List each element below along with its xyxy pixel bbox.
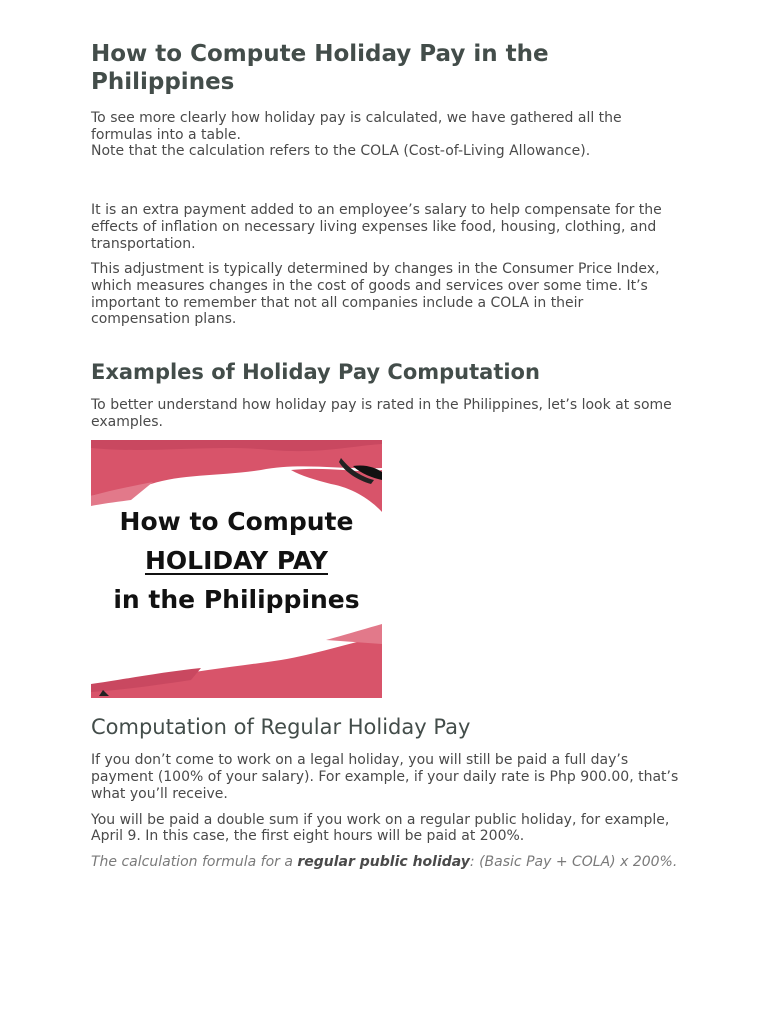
hero-line-3: in the Philippines (113, 585, 360, 615)
examples-heading: Examples of Holiday Pay Computation (91, 360, 540, 385)
intro-line-2: Note that the calculation refers to the COLA (Cost-of-Living Allowance). (91, 143, 591, 160)
formula-bold: regular public holiday (297, 853, 470, 870)
article-title: How to Compute Holiday Pay in the Philippines (91, 41, 549, 95)
regular-holiday-heading-text: Computation of Regular Holiday Pay (91, 715, 471, 740)
article-body (91, 40, 681, 880)
examples-intro: To better understand how holiday pay is rated in the Philippines, let’s look at some examples. (91, 397, 672, 430)
regular-paragraph-1: If you don’t come to work on a legal holiday, you will still be paid a full day’s payment (100% of your salary). For example, if your daily rate is Php 900.00, that’s what you’ll receive. (91, 752, 679, 802)
spacer (91, 169, 681, 202)
hero-image (91, 440, 382, 698)
intro-line-1: To see more clearly how holiday pay is calculated, we have gathered all the formulas into a table. (91, 110, 622, 143)
hero-line-2: HOLIDAY PAY (144, 546, 328, 576)
hero-line-1: How to Compute (119, 507, 354, 537)
formula-prefix: The calculation formula for a (91, 853, 298, 870)
formula-paragraph (91, 854, 681, 871)
regular-holiday-heading (91, 714, 681, 740)
formula-suffix: : (Basic Pay + COLA) x 200%. (469, 853, 678, 870)
intro-paragraph (91, 110, 681, 160)
cola-paragraph-1: It is an extra payment added to an employee’s salary to help compensate for the effects of inflation on necessary living expenses like food, housing, clothing, and transportation. (91, 202, 662, 252)
spacer (91, 337, 681, 359)
regular-paragraph-2: You will be paid a double sum if you work on a regular public holiday, for example, April 9. In this case, the first eight hours will be paid at 200%. (91, 811, 670, 845)
cola-paragraph-2: This adjustment is typically determined by changes in the Consumer Price Index, which measures changes in the cost of goods and services over some time. It’s important to remember that not all companies include a COLA in their compensation plans. (91, 261, 660, 328)
